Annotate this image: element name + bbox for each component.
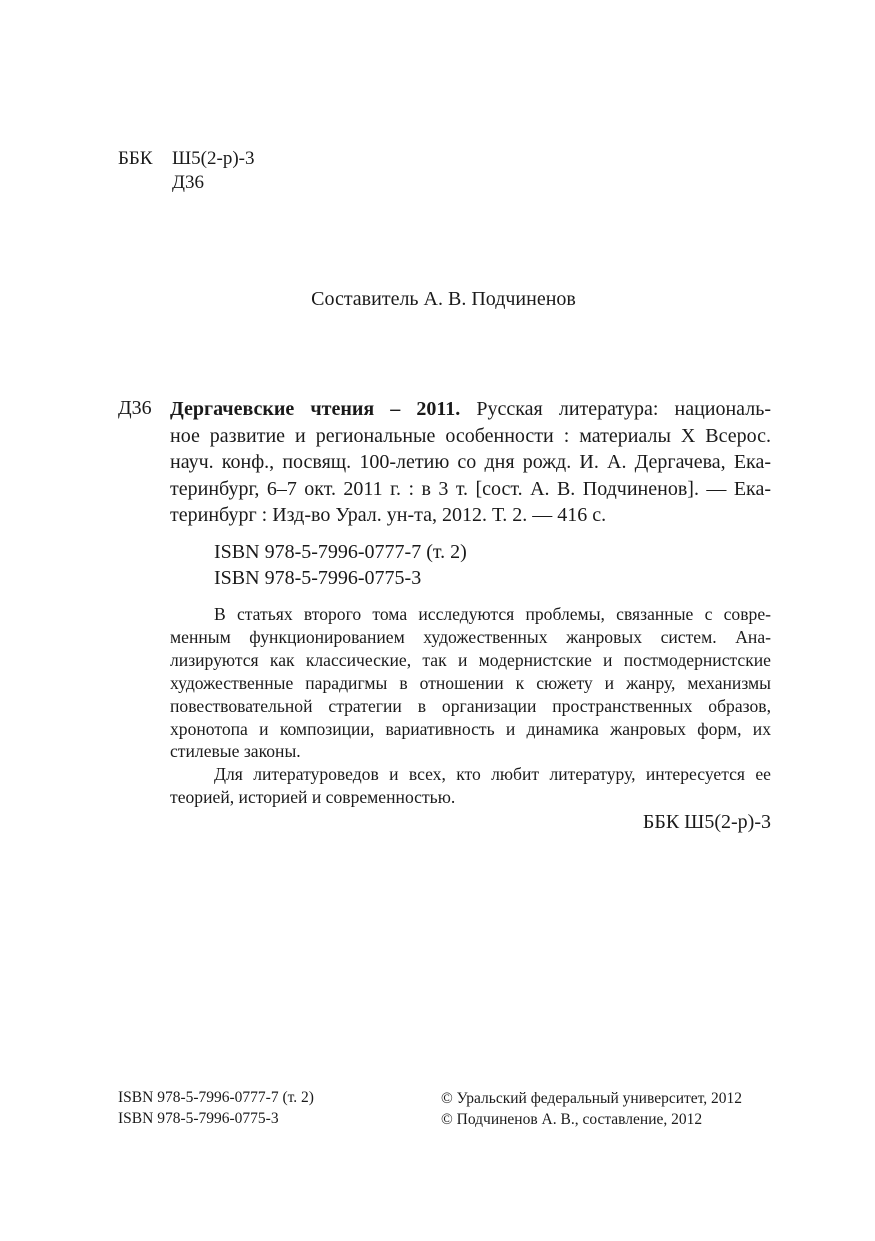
annotation-bbk: ББК Ш5(2-р)-3 [642, 811, 771, 834]
isbn-list [214, 539, 467, 591]
isbn-set: ISBN 978-5-7996-0775-3 [214, 567, 422, 589]
footer-isbn-list [118, 1087, 314, 1129]
entry-author-sign: Д36 [118, 397, 152, 419]
annotation-line: стилевые законы. [170, 741, 301, 762]
annotation-line: В статьях второго тома исследуются проблемы, связанные с совре- [214, 604, 771, 624]
bbk-classification-block [118, 147, 254, 195]
bib-line: теринбург : Изд-во Урал. ун-та, 2012. Т. 2. — 416 с. [170, 504, 607, 526]
bibliographic-description [170, 396, 771, 529]
annotation-line: повествовательной стратегии в организации пространственных образов, [170, 695, 771, 716]
bib-line: науч. конф., посвящ. 100-летию со дня рожд. И. А. Дергачева, Ека- [170, 451, 771, 473]
annotation-line: хронотопа и композиции, вариативность и динамика жанровых форм, их [170, 718, 771, 739]
copyright-compiler: © Подчиненов А. В., составление, 2012 [441, 1111, 703, 1128]
bib-line: ное развитие и региональные особенности : материалы X Всерос. [170, 424, 771, 447]
audience-line: Для литературоведов и всех, кто любит литературу, интересуется ее [214, 764, 771, 785]
bbk-label: ББК [118, 148, 153, 169]
copyright-university: © Уральский федеральный университет, 2012 [441, 1090, 743, 1107]
isbn-volume: ISBN 978-5-7996-0777-7 (т. 2) [214, 541, 467, 563]
footer-isbn-volume: ISBN 978-5-7996-0777-7 (т. 2) [118, 1089, 314, 1106]
annotation-line: менным функционированием художественных жанровых систем. Ана- [170, 626, 771, 647]
bbk-class-code: Ш5(2-р)-3 [172, 148, 255, 169]
author-sign: Д36 [172, 172, 204, 193]
annotation-line: лизируются как классические, так и модернистские и постмодернистские [170, 649, 771, 670]
audience-line: теорией, историей и современностью. [170, 787, 456, 808]
bib-line: теринбург, 6–7 окт. 2011 г. : в 3 т. [сост. А. В. Подчиненов]. — Ека- [170, 477, 771, 500]
annotation [170, 603, 771, 835]
compiler-line: Составитель А. В. Подчиненов [311, 288, 576, 310]
bib-line: Дергачевские чтения – 2011. Русская литература: националь- [170, 398, 771, 420]
bib-title-bold: Дергачевские чтения – 2011. [170, 398, 461, 420]
annotation-line: художественные парадигмы в отношении к сюжету и жанру, механизмы [170, 672, 771, 693]
footer-isbn-set: ISBN 978-5-7996-0775-3 [118, 1110, 279, 1127]
copyright-block [441, 1088, 742, 1130]
